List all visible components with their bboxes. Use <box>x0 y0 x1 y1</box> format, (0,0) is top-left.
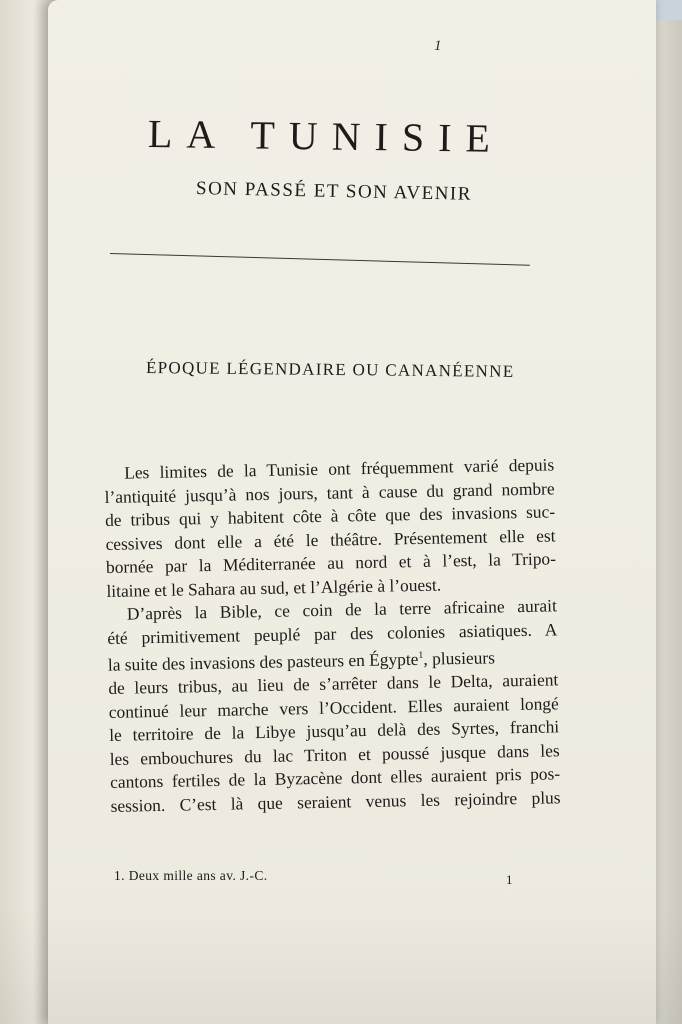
page-title: LA TUNISIE <box>147 111 505 161</box>
body-line: cantons fertiles de la Byzacène dont elles auraient pris pos- <box>109 763 561 793</box>
body-line-tail: , plusieurs <box>423 647 496 669</box>
body-line: le territoire de la Libye jusqu’au delà des Syrtes, franchi <box>109 716 560 746</box>
body-line: litaine et le Sahara au sud, et l’Algérie à l’ouest. <box>106 574 442 601</box>
title-rule <box>110 253 530 266</box>
body-text <box>104 453 561 818</box>
body-line: D’après la Bible, ce coin de la terre africaine aurait <box>126 595 558 624</box>
body-line: de tribus qui y habitent côte à côte que des invasions suc- <box>104 501 556 530</box>
body-line: été primitivement peuplé par des colonies asiatiques. A <box>107 618 558 648</box>
body-line: l’antiquité jusqu’à nos jours, tant à cause du grand nombre <box>104 477 555 507</box>
signature-mark: 1 <box>506 872 513 887</box>
book-page <box>48 0 656 1024</box>
body-line: les embouchures du lac Triton et poussé jusque dans les <box>109 740 560 769</box>
body-line: continué leur marche vers l’Occident. Elles auraient longé <box>108 693 559 722</box>
body-line: cessives dont elle a été le théâtre. Présentement elle est <box>105 524 556 554</box>
body-line: de leurs tribus, au lieu de s’arrêter dans le Delta, auraient <box>108 669 559 699</box>
body-line: bornée par la Méditerranée au nord et à l’est, la Tripo- <box>105 548 557 577</box>
footnote-marker: 1 <box>418 649 424 662</box>
body-line: Les limites de la Tunisie ont fréquemment varié depuis <box>124 454 555 483</box>
body-line-text: la suite des invasions des pasteurs en Égypte <box>107 648 419 675</box>
page-number: 1 <box>434 38 442 54</box>
page-subtitle: SON PASSÉ ET SON AVENIR <box>195 178 473 205</box>
body-line: session. C’est là que seraient venus les rejoindre plus <box>110 787 561 816</box>
footnote: 1. Deux mille ans av. J.-C. <box>114 868 268 883</box>
section-heading: ÉPOQUE LÉGENDAIRE OU CANANÉENNE <box>145 358 515 381</box>
